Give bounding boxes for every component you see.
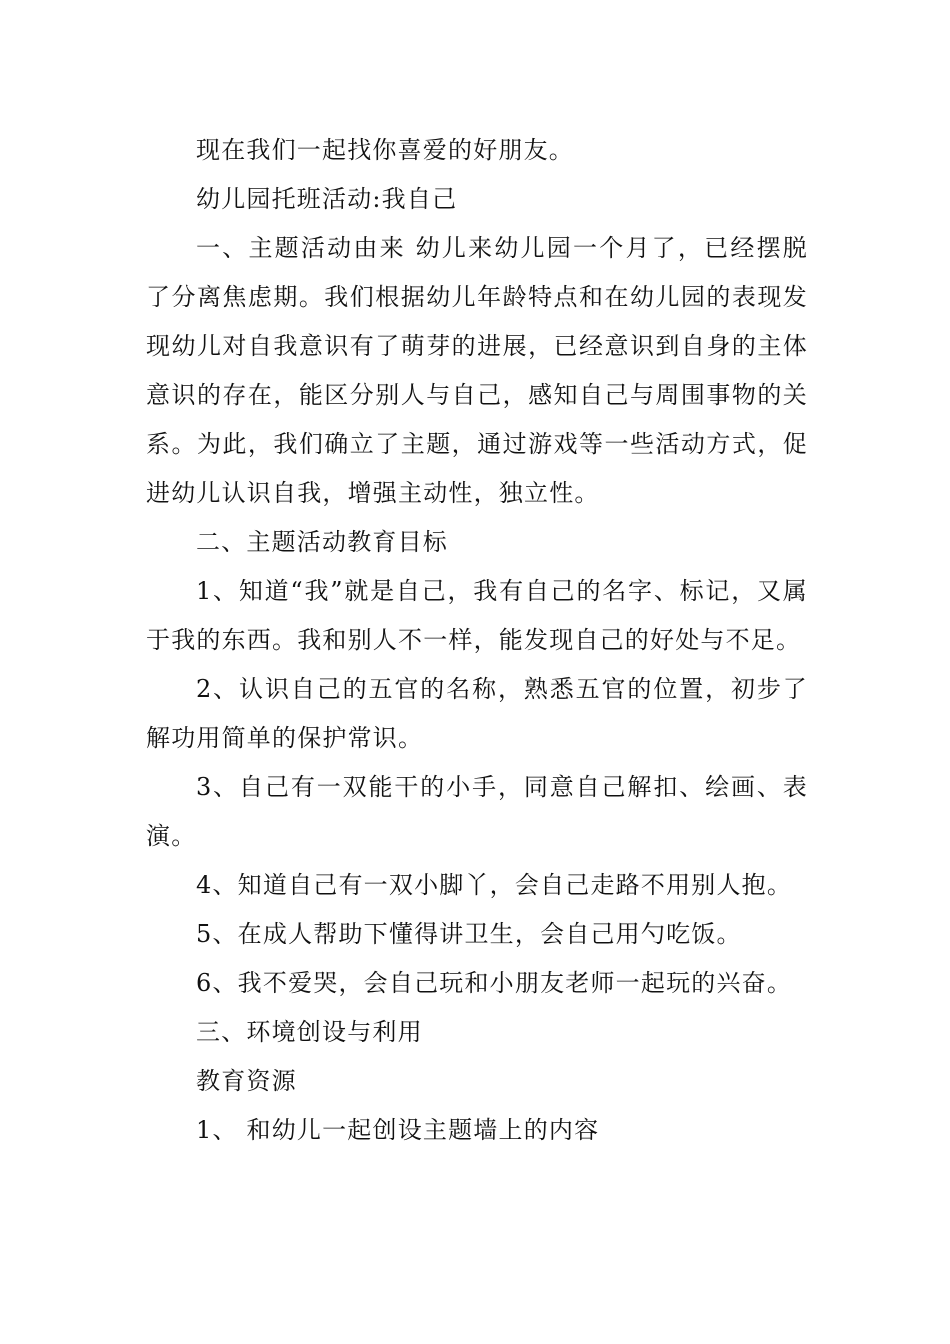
- section-environment-heading: 三、环境创设与利用: [196, 1018, 423, 1046]
- goal-item-4: 4、知道自己有一双小脚丫，会自己走路不用别人抱。: [196, 871, 793, 899]
- resource-item-1: 1、 和幼儿一起创设主题墙上的内容: [196, 1116, 600, 1144]
- section-origin-paragraph: 一、主题活动由来 幼儿来幼儿园一个月了，已经摆脱了分离焦虑期。我们根据幼儿年龄特点和在幼儿园的表现发现幼儿对自我意识有了萌芽的进展，已经意识到自身的主体意识的存在，能区分别人与自己，感知自己与周围事物的关系。为此，我们确立了主题，通过游戏等一些活动方式，促进幼儿认识自我，增强主动性，独立性。: [146, 234, 808, 507]
- paragraph-intro-line: 现在我们一起找你喜爱的好朋友。: [196, 136, 574, 164]
- goal-item-6: 6、我不爱哭，会自己玩和小朋友老师一起玩的兴奋。: [196, 969, 793, 997]
- goal-item-5: 5、在成人帮助下懂得讲卫生，会自己用勺吃饭。: [196, 920, 742, 948]
- activity-title: 幼儿园托班活动:我自己: [196, 185, 458, 213]
- document-body: [146, 126, 808, 1155]
- goal-item-1: 1、知道“我”就是自己，我有自己的名字、标记，又属于我的东西。我和别人不一样，能发现自己的好处与不足。: [146, 577, 808, 654]
- education-resources-heading: 教育资源: [196, 1067, 297, 1095]
- goal-item-3: 3、自己有一双能干的小手，同意自己解扣、绘画、表演。: [146, 773, 808, 850]
- goal-item-2: 2、认识自己的五官的名称，熟悉五官的位置，初步了解功用简单的保护常识。: [146, 675, 808, 752]
- section-goals-heading: 二、主题活动教育目标: [196, 528, 448, 556]
